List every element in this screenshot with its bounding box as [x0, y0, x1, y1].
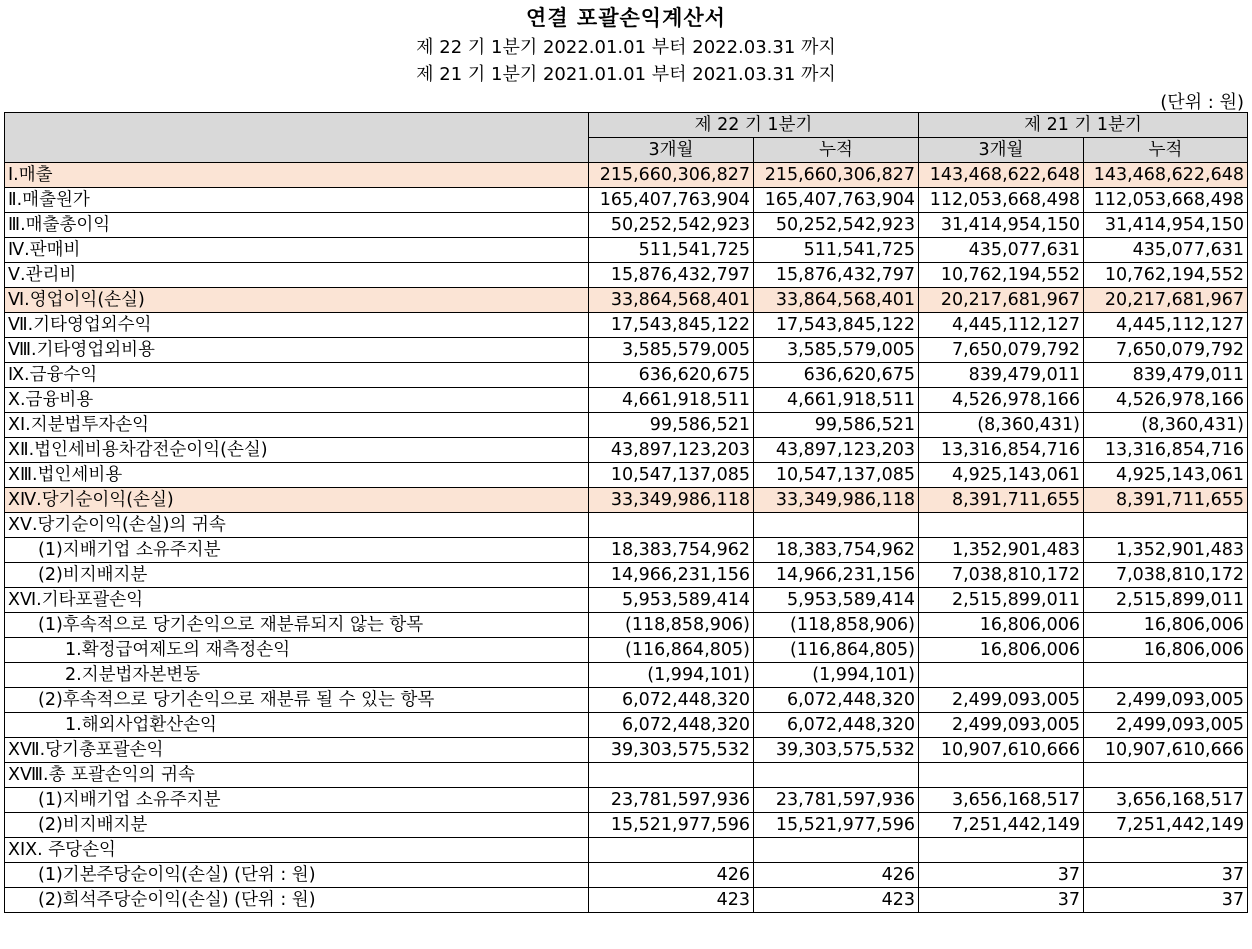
- table-row: [5, 263, 1248, 288]
- table-row: [5, 388, 1248, 413]
- row-label: XⅡ.법인세비용차감전순이익(손실): [5, 438, 589, 463]
- row-value: 5,953,589,414: [754, 588, 919, 613]
- row-value: 18,383,754,962: [754, 538, 919, 563]
- row-value: 4,526,978,166: [1084, 388, 1248, 413]
- row-value: (8,360,431): [919, 413, 1084, 438]
- table-row: [5, 638, 1248, 663]
- row-value: (118,858,906): [589, 613, 754, 638]
- row-value: 15,521,977,596: [754, 813, 919, 838]
- row-value: 2,499,093,005: [919, 688, 1084, 713]
- row-label: 1.해외사업환산손익: [5, 713, 589, 738]
- row-value: 511,541,725: [589, 238, 754, 263]
- row-label: Ⅸ.금융수익: [5, 363, 589, 388]
- row-value: 3,656,168,517: [919, 788, 1084, 813]
- row-label: Ⅶ.기타영업외수익: [5, 313, 589, 338]
- row-value: 2,499,093,005: [1084, 688, 1248, 713]
- row-value: 43,897,123,203: [589, 438, 754, 463]
- row-label: Ⅳ.판매비: [5, 238, 589, 263]
- row-value: 3,585,579,005: [754, 338, 919, 363]
- row-label: Ⅷ.기타영업외비용: [5, 338, 589, 363]
- row-value: (1,994,101): [754, 663, 919, 688]
- row-value: 4,526,978,166: [919, 388, 1084, 413]
- header-blank: [5, 113, 589, 163]
- table-row: [5, 563, 1248, 588]
- table-row: [5, 588, 1248, 613]
- row-label: XⅥ.기타포괄손익: [5, 588, 589, 613]
- row-value: 18,383,754,962: [589, 538, 754, 563]
- row-value: 16,806,006: [919, 613, 1084, 638]
- table-row: [5, 163, 1248, 188]
- row-value: [754, 513, 919, 538]
- row-label: (2)비지배지분: [5, 813, 589, 838]
- row-value: [589, 763, 754, 788]
- row-value: 39,303,575,532: [589, 738, 754, 763]
- row-value: [919, 513, 1084, 538]
- row-value: 8,391,711,655: [919, 488, 1084, 513]
- row-value: 33,864,568,401: [754, 288, 919, 313]
- row-value: 426: [754, 863, 919, 888]
- row-value: 17,543,845,122: [754, 313, 919, 338]
- row-label: XⅦ.당기총포괄손익: [5, 738, 589, 763]
- row-value: 15,876,432,797: [754, 263, 919, 288]
- row-value: 10,547,137,085: [754, 463, 919, 488]
- row-label: Ⅴ.관리비: [5, 263, 589, 288]
- table-row: [5, 463, 1248, 488]
- row-label: Ⅹ.금융비용: [5, 388, 589, 413]
- row-value: 7,650,079,792: [919, 338, 1084, 363]
- row-value: 4,925,143,061: [1084, 463, 1248, 488]
- row-value: 435,077,631: [1084, 238, 1248, 263]
- header-col-current-3m: 3개월: [589, 138, 754, 163]
- row-value: [754, 763, 919, 788]
- row-value: 17,543,845,122: [589, 313, 754, 338]
- row-value: [589, 513, 754, 538]
- row-label: Ⅵ.영업이익(손실): [5, 288, 589, 313]
- row-value: 839,479,011: [1084, 363, 1248, 388]
- row-value: 2,499,093,005: [919, 713, 1084, 738]
- table-row: [5, 488, 1248, 513]
- row-label: XI.지분법투자손익: [5, 413, 589, 438]
- table-row: [5, 813, 1248, 838]
- row-value: 43,897,123,203: [754, 438, 919, 463]
- row-label: XⅧ.총 포괄손익의 귀속: [5, 763, 589, 788]
- row-value: 10,907,610,666: [1084, 738, 1248, 763]
- income-statement-table: [4, 112, 1248, 913]
- row-value: 511,541,725: [754, 238, 919, 263]
- row-value: 37: [1084, 863, 1248, 888]
- row-value: 37: [919, 863, 1084, 888]
- row-value: [919, 663, 1084, 688]
- row-value: [919, 763, 1084, 788]
- row-value: 16,806,006: [1084, 638, 1248, 663]
- table-row: [5, 213, 1248, 238]
- table-row: [5, 838, 1248, 863]
- row-value: [1084, 663, 1248, 688]
- table-row: [5, 688, 1248, 713]
- row-value: 10,762,194,552: [1084, 263, 1248, 288]
- table-row: [5, 663, 1248, 688]
- row-label: Ⅲ.매출총이익: [5, 213, 589, 238]
- row-value: 33,864,568,401: [589, 288, 754, 313]
- header-col-current-cum: 누적: [754, 138, 919, 163]
- row-value: 10,907,610,666: [919, 738, 1084, 763]
- row-label: Ⅱ.매출원가: [5, 188, 589, 213]
- table-row: [5, 413, 1248, 438]
- row-value: 14,966,231,156: [754, 563, 919, 588]
- row-label: (1)기본주당순이익(손실) (단위 : 원): [5, 863, 589, 888]
- row-value: 6,072,448,320: [589, 688, 754, 713]
- row-label: (1)후속적으로 당기손익으로 재분류되지 않는 항목: [5, 613, 589, 638]
- table-row: [5, 513, 1248, 538]
- row-value: 3,656,168,517: [1084, 788, 1248, 813]
- row-value: (116,864,805): [589, 638, 754, 663]
- period-prior: 제 21 기 1분기 2021.01.01 부터 2021.03.31 까지: [416, 64, 836, 85]
- row-value: [919, 838, 1084, 863]
- row-value: 2,515,899,011: [1084, 588, 1248, 613]
- row-label: 2.지분법자본변동: [5, 663, 589, 688]
- row-value: 143,468,622,648: [1084, 163, 1248, 188]
- table-row: [5, 713, 1248, 738]
- row-value: 215,660,306,827: [589, 163, 754, 188]
- table-row: [5, 738, 1248, 763]
- row-value: 50,252,542,923: [754, 213, 919, 238]
- row-value: 33,349,986,118: [589, 488, 754, 513]
- header-col-prior-3m: 3개월: [919, 138, 1084, 163]
- table-row: [5, 238, 1248, 263]
- row-value: 3,585,579,005: [589, 338, 754, 363]
- row-value: 37: [1084, 888, 1248, 913]
- row-label: (1)지배기업 소유주지분: [5, 538, 589, 563]
- row-value: [589, 838, 754, 863]
- row-value: 112,053,668,498: [1084, 188, 1248, 213]
- row-label: (2)희석주당순이익(손실) (단위 : 원): [5, 888, 589, 913]
- row-value: [1084, 763, 1248, 788]
- row-value: 423: [589, 888, 754, 913]
- row-value: 37: [919, 888, 1084, 913]
- row-value: 636,620,675: [754, 363, 919, 388]
- row-value: 99,586,521: [589, 413, 754, 438]
- table-row: [5, 188, 1248, 213]
- row-value: 23,781,597,936: [754, 788, 919, 813]
- row-value: 7,650,079,792: [1084, 338, 1248, 363]
- row-value: 31,414,954,150: [1084, 213, 1248, 238]
- row-value: 8,391,711,655: [1084, 488, 1248, 513]
- row-label: XⅣ.당기순이익(손실): [5, 488, 589, 513]
- row-value: 6,072,448,320: [589, 713, 754, 738]
- row-value: 636,620,675: [589, 363, 754, 388]
- row-value: 16,806,006: [1084, 613, 1248, 638]
- row-value: 13,316,854,716: [919, 438, 1084, 463]
- header-group-current: 제 22 기 1분기: [589, 113, 919, 138]
- row-label: Ⅰ.매출: [5, 163, 589, 188]
- row-value: [1084, 513, 1248, 538]
- row-value: 50,252,542,923: [589, 213, 754, 238]
- row-value: (8,360,431): [1084, 413, 1248, 438]
- row-value: 6,072,448,320: [754, 688, 919, 713]
- table-row: [5, 288, 1248, 313]
- table-row: [5, 613, 1248, 638]
- row-label: (1)지배기업 소유주지분: [5, 788, 589, 813]
- row-value: 426: [589, 863, 754, 888]
- row-value: 112,053,668,498: [919, 188, 1084, 213]
- row-value: [1084, 838, 1248, 863]
- table-row: [5, 888, 1248, 913]
- row-value: 165,407,763,904: [754, 188, 919, 213]
- row-value: 13,316,854,716: [1084, 438, 1248, 463]
- unit-label: (단위 : 원): [1160, 92, 1244, 113]
- row-value: 1,352,901,483: [1084, 538, 1248, 563]
- table-row: [5, 788, 1248, 813]
- row-value: 23,781,597,936: [589, 788, 754, 813]
- row-value: 423: [754, 888, 919, 913]
- row-value: 4,445,112,127: [1084, 313, 1248, 338]
- row-value: 2,499,093,005: [1084, 713, 1248, 738]
- row-value: 39,303,575,532: [754, 738, 919, 763]
- period-current: 제 22 기 1분기 2022.01.01 부터 2022.03.31 까지: [416, 37, 836, 58]
- row-value: 435,077,631: [919, 238, 1084, 263]
- row-value: 839,479,011: [919, 363, 1084, 388]
- row-value: 15,876,432,797: [589, 263, 754, 288]
- table-row: [5, 313, 1248, 338]
- row-value: 7,251,442,149: [919, 813, 1084, 838]
- row-value: 2,515,899,011: [919, 588, 1084, 613]
- row-value: 6,072,448,320: [754, 713, 919, 738]
- table-row: [5, 438, 1248, 463]
- row-value: 4,925,143,061: [919, 463, 1084, 488]
- row-value: 7,038,810,172: [1084, 563, 1248, 588]
- row-value: (118,858,906): [754, 613, 919, 638]
- row-value: 4,661,918,511: [754, 388, 919, 413]
- row-value: 20,217,681,967: [1084, 288, 1248, 313]
- row-value: 4,661,918,511: [589, 388, 754, 413]
- statement-title: 연결 포괄손익계산서: [526, 6, 726, 30]
- row-value: 5,953,589,414: [589, 588, 754, 613]
- row-value: 10,762,194,552: [919, 263, 1084, 288]
- row-value: 33,349,986,118: [754, 488, 919, 513]
- table-row: [5, 763, 1248, 788]
- row-value: [754, 838, 919, 863]
- row-value: 20,217,681,967: [919, 288, 1084, 313]
- row-label: (2)비지배지분: [5, 563, 589, 588]
- row-label: (2)후속적으로 당기손익으로 재분류 될 수 있는 항목: [5, 688, 589, 713]
- row-value: 1,352,901,483: [919, 538, 1084, 563]
- header-group-prior: 제 21 기 1분기: [919, 113, 1248, 138]
- row-value: 7,251,442,149: [1084, 813, 1248, 838]
- row-label: XIX. 주당손익: [5, 838, 589, 863]
- row-label: 1.확정급여제도의 재측정손익: [5, 638, 589, 663]
- row-value: 165,407,763,904: [589, 188, 754, 213]
- row-value: 31,414,954,150: [919, 213, 1084, 238]
- row-value: 16,806,006: [919, 638, 1084, 663]
- row-label: XⅤ.당기순이익(손실)의 귀속: [5, 513, 589, 538]
- table-row: [5, 863, 1248, 888]
- row-value: 4,445,112,127: [919, 313, 1084, 338]
- table-row: [5, 338, 1248, 363]
- row-value: 143,468,622,648: [919, 163, 1084, 188]
- table-row: [5, 363, 1248, 388]
- row-value: 10,547,137,085: [589, 463, 754, 488]
- table-row: [5, 538, 1248, 563]
- row-value: (1,994,101): [589, 663, 754, 688]
- row-value: 99,586,521: [754, 413, 919, 438]
- header-col-prior-cum: 누적: [1084, 138, 1248, 163]
- row-value: (116,864,805): [754, 638, 919, 663]
- row-value: 215,660,306,827: [754, 163, 919, 188]
- row-value: 15,521,977,596: [589, 813, 754, 838]
- row-label: XⅢ.법인세비용: [5, 463, 589, 488]
- row-value: 7,038,810,172: [919, 563, 1084, 588]
- row-value: 14,966,231,156: [589, 563, 754, 588]
